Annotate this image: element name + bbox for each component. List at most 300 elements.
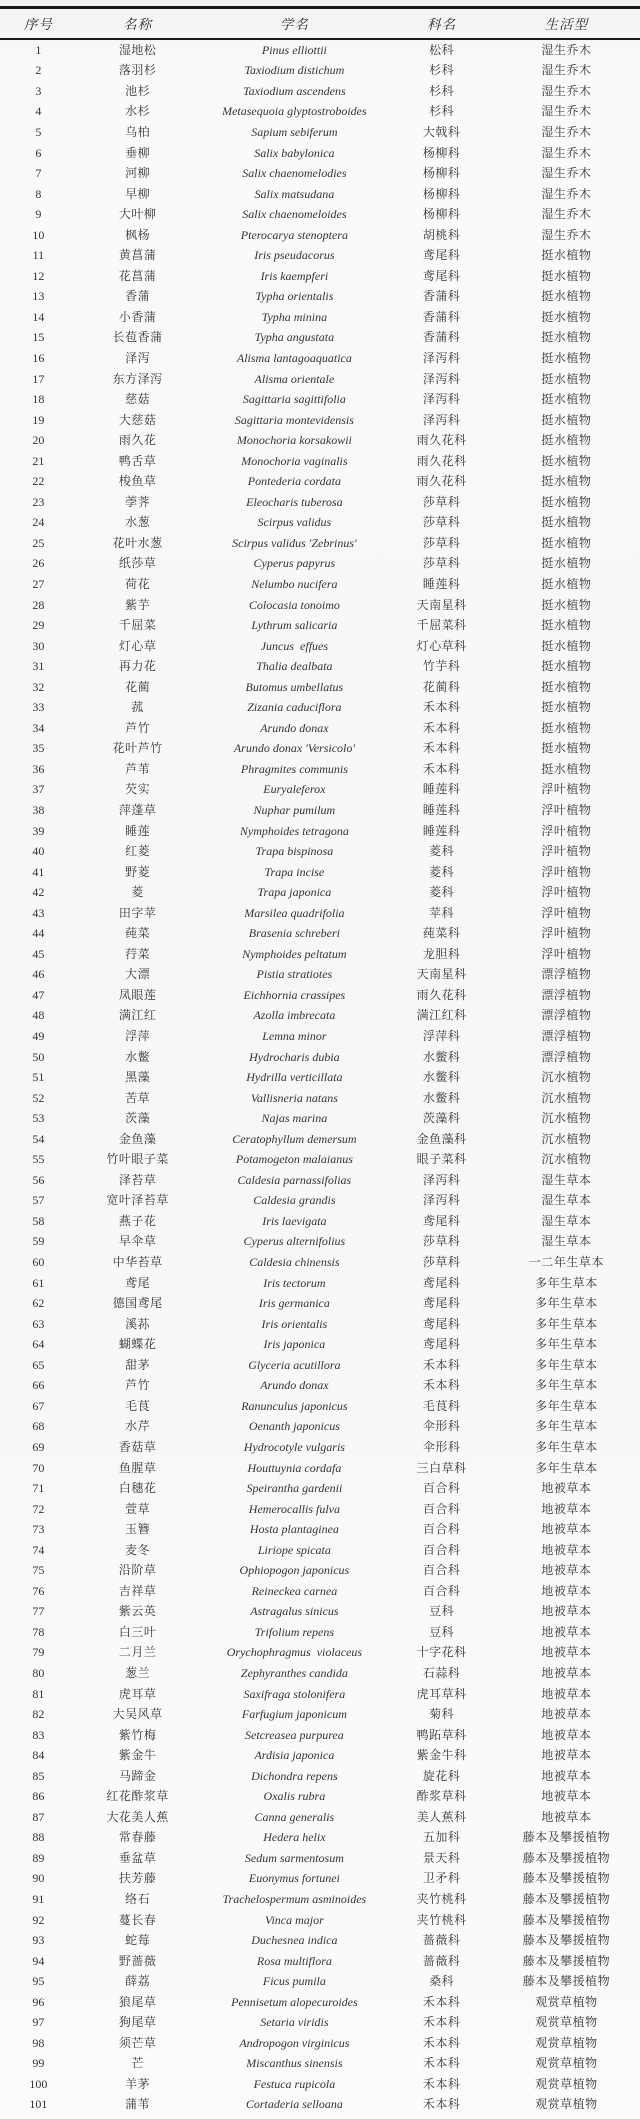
cell-scientific-name: Trachelospermum asminoides xyxy=(222,1891,367,1906)
cell-name: 河柳 xyxy=(125,166,151,181)
cell-name: 蝴蝶花 xyxy=(118,1337,157,1352)
table-row xyxy=(0,964,640,985)
cell-life-form: 湿生乔木 xyxy=(541,207,592,222)
cell-index: 68 xyxy=(32,1419,45,1434)
cell-life-form: 挺水植物 xyxy=(541,309,592,324)
cell-index: 96 xyxy=(32,1994,45,2009)
table-row xyxy=(0,1272,640,1293)
cell-family: 雨久花科 xyxy=(416,987,467,1002)
cell-scientific-name: Iris japonica xyxy=(263,1337,326,1352)
cell-family: 虎耳草科 xyxy=(416,1686,467,1701)
table-row xyxy=(0,327,640,348)
cell-name: 萱草 xyxy=(125,1501,151,1516)
cell-name: 慈菇 xyxy=(125,392,151,407)
cell-life-form: 湿生乔木 xyxy=(541,42,592,57)
cell-family: 酢浆草科 xyxy=(416,1789,467,1804)
cell-name: 东方泽泻 xyxy=(112,371,163,386)
cell-index: 29 xyxy=(32,618,45,633)
cell-scientific-name: Hydrocharis dubia xyxy=(249,1049,340,1064)
cell-name: 花叶芦竹 xyxy=(112,741,163,756)
cell-life-form: 藤本及攀援植物 xyxy=(522,1933,611,1948)
table-row xyxy=(0,224,640,245)
cell-family: 石蒜科 xyxy=(422,1665,461,1680)
cell-index: 20 xyxy=(32,433,45,448)
table-row xyxy=(0,142,640,163)
cell-family: 香蒲科 xyxy=(422,289,461,304)
cell-life-form: 湿生乔木 xyxy=(541,166,592,181)
cell-family: 鸢尾科 xyxy=(422,1296,461,1311)
cell-scientific-name: Sedum sarmentosum xyxy=(244,1850,344,1865)
cell-family: 禾本科 xyxy=(422,2035,461,2050)
cell-index: 1 xyxy=(35,42,42,57)
table-row xyxy=(0,1313,640,1334)
cell-life-form: 沉水植物 xyxy=(541,1152,592,1167)
cell-name: 芒 xyxy=(131,2056,144,2071)
table-row xyxy=(0,60,640,81)
table-row xyxy=(0,1252,640,1273)
cell-life-form: 浮叶植物 xyxy=(541,926,592,941)
cell-index: 34 xyxy=(32,720,45,735)
cell-scientific-name: Trapa bispinosa xyxy=(255,844,334,859)
table-row xyxy=(0,307,640,328)
table-row xyxy=(0,985,640,1006)
cell-scientific-name: Taxiodium ascendens xyxy=(243,83,346,98)
cell-name: 池杉 xyxy=(125,83,151,98)
cell-index: 2 xyxy=(35,63,42,78)
cell-name: 红花酢浆草 xyxy=(106,1789,169,1804)
cell-scientific-name: Salix chaenomelodies xyxy=(242,166,347,181)
table-row xyxy=(0,635,640,656)
header-index: 序号 xyxy=(23,17,53,33)
cell-index: 42 xyxy=(32,885,45,900)
cell-family: 泽泻科 xyxy=(422,1193,461,1208)
cell-scientific-name: Nuphar pumilum xyxy=(253,803,336,817)
cell-name: 梭鱼草 xyxy=(118,474,157,489)
table-row xyxy=(0,1971,640,1992)
cell-index: 10 xyxy=(32,227,45,242)
table-row xyxy=(0,1663,640,1684)
cell-family: 三白草科 xyxy=(416,1460,467,1475)
cell-name: 大吴风草 xyxy=(112,1707,163,1722)
cell-scientific-name: Liriope spicata xyxy=(257,1542,331,1557)
cell-name: 荸荠 xyxy=(125,494,151,509)
cell-index: 95 xyxy=(32,1974,45,1989)
cell-index: 53 xyxy=(32,1111,45,1126)
cell-life-form: 湿生草本 xyxy=(541,1234,592,1249)
table-row xyxy=(0,1293,640,1314)
cell-family: 雨久花科 xyxy=(416,453,467,468)
cell-family: 百合科 xyxy=(422,1481,461,1496)
cell-family: 夹竹桃科 xyxy=(416,1891,467,1906)
cell-name: 络石 xyxy=(125,1891,151,1906)
cell-index: 84 xyxy=(32,1748,45,1763)
cell-name: 长苞香蒲 xyxy=(112,330,163,345)
cell-scientific-name: Iris pseudacorus xyxy=(254,248,335,263)
header-life: 生活型 xyxy=(544,17,589,33)
cell-index: 62 xyxy=(32,1296,45,1311)
cell-name: 扶芳藤 xyxy=(118,1871,157,1886)
cell-scientific-name: Reineckea carnea xyxy=(251,1583,338,1598)
cell-name: 早柳 xyxy=(125,186,151,201)
cell-index: 100 xyxy=(29,2076,48,2091)
cell-name: 宽叶泽苔草 xyxy=(106,1193,169,1208)
cell-life-form: 沉水植物 xyxy=(541,1131,592,1146)
cell-scientific-name: Hemerocallis fulva xyxy=(248,1501,340,1516)
cell-scientific-name: Phragmites communis xyxy=(240,761,348,776)
cell-life-form: 浮叶植物 xyxy=(541,782,592,797)
cell-scientific-name: Butomus umbellatus xyxy=(245,679,344,694)
cell-scientific-name: Scirpus validus xyxy=(257,515,332,530)
cell-family: 杉科 xyxy=(429,104,455,119)
cell-family: 菱科 xyxy=(429,885,455,900)
cell-name: 睡莲 xyxy=(125,823,151,838)
cell-family: 桑科 xyxy=(429,1974,455,1989)
cell-scientific-name: Sagittaria sagittifolia xyxy=(242,392,346,407)
cell-name: 满江红 xyxy=(118,1008,157,1023)
table-row xyxy=(0,39,640,61)
cell-index: 59 xyxy=(32,1234,45,1249)
cell-family: 眼子菜科 xyxy=(416,1152,467,1167)
cell-name: 甜茅 xyxy=(125,1357,151,1372)
cell-index: 55 xyxy=(32,1152,45,1167)
table-row xyxy=(0,697,640,718)
cell-scientific-name: Potamogeton malaianus xyxy=(235,1152,353,1167)
cell-index: 39 xyxy=(32,823,45,838)
cell-index: 16 xyxy=(32,350,45,365)
cell-scientific-name: Miscanthus sinensis xyxy=(246,2056,343,2071)
cell-scientific-name: Setcreasea purpurea xyxy=(245,1727,344,1742)
cell-scientific-name: Caldesia chinensis xyxy=(249,1255,340,1270)
cell-index: 82 xyxy=(32,1707,45,1722)
cell-scientific-name: Saxifraga stolonifera xyxy=(243,1686,346,1701)
cell-name: 蛇莓 xyxy=(125,1933,151,1948)
cell-family: 蔷薇科 xyxy=(422,1933,461,1948)
cell-name: 竹叶眼子菜 xyxy=(106,1152,169,1167)
cell-life-form: 挺水植物 xyxy=(541,556,592,571)
cell-life-form: 地被草本 xyxy=(541,1624,592,1639)
cell-index: 72 xyxy=(32,1501,45,1516)
cell-life-form: 观赏草植物 xyxy=(535,2035,598,2050)
cell-index: 57 xyxy=(32,1193,45,1208)
cell-family: 百合科 xyxy=(422,1542,461,1557)
cell-index: 15 xyxy=(32,330,45,345)
cell-index: 32 xyxy=(32,679,45,694)
cell-family: 毛茛科 xyxy=(422,1398,461,1413)
cell-life-form: 地被草本 xyxy=(541,1481,592,1496)
table-row xyxy=(0,389,640,410)
cell-scientific-name: Typha orientalis xyxy=(255,289,334,304)
cell-family: 禾本科 xyxy=(422,700,461,715)
cell-life-form: 沉水植物 xyxy=(541,1111,592,1126)
cell-life-form: 地被草本 xyxy=(541,1583,592,1598)
cell-index: 75 xyxy=(32,1563,45,1578)
cell-scientific-name: Oxalis rubra xyxy=(263,1789,326,1804)
cell-scientific-name: Scirpus validus 'Zebrinus' xyxy=(232,535,357,550)
table-row xyxy=(0,348,640,369)
cell-index: 19 xyxy=(32,412,45,427)
cell-life-form: 多年生草本 xyxy=(535,1296,598,1311)
cell-name: 凤眼莲 xyxy=(118,987,157,1002)
cell-life-form: 藤本及攀援植物 xyxy=(522,1912,611,1927)
cell-index: 50 xyxy=(32,1049,45,1064)
table-row xyxy=(0,718,640,739)
cell-index: 87 xyxy=(32,1809,45,1824)
cell-family: 禾本科 xyxy=(422,1357,461,1372)
cell-name: 白穗花 xyxy=(118,1481,157,1496)
table-row xyxy=(0,183,640,204)
cell-name: 常春藤 xyxy=(118,1830,157,1845)
cell-index: 49 xyxy=(32,1029,45,1044)
cell-index: 33 xyxy=(32,700,45,715)
cell-scientific-name: Iris germanica xyxy=(258,1296,330,1311)
cell-family: 杉科 xyxy=(429,63,455,78)
cell-family: 水鳖科 xyxy=(422,1049,461,1064)
cell-family: 泽泻科 xyxy=(422,392,461,407)
cell-family: 鸢尾科 xyxy=(422,248,461,263)
cell-life-form: 观赏草植物 xyxy=(535,2097,598,2112)
table-row xyxy=(0,861,640,882)
table-row xyxy=(0,286,640,307)
cell-family: 莎草科 xyxy=(422,1255,461,1270)
cell-life-form: 浮叶植物 xyxy=(541,803,592,817)
cell-family: 鸢尾科 xyxy=(422,1275,461,1290)
cell-life-form: 藤本及攀援植物 xyxy=(522,1871,611,1886)
table-body xyxy=(0,39,640,2115)
cell-index: 30 xyxy=(32,638,45,653)
cell-family: 五加科 xyxy=(422,1830,461,1845)
cell-life-form: 观赏草植物 xyxy=(535,2056,598,2071)
header-family: 科名 xyxy=(427,17,457,33)
cell-family: 杉科 xyxy=(429,83,455,98)
cell-scientific-name: Ranunculus japonicus xyxy=(241,1398,348,1413)
cell-family: 菱科 xyxy=(429,844,455,859)
cell-life-form: 一二年生草本 xyxy=(528,1255,604,1270)
cell-index: 3 xyxy=(35,83,42,98)
table-row xyxy=(0,1745,640,1766)
cell-scientific-name: Eleocharis tuberosa xyxy=(246,494,343,509)
cell-scientific-name: Thalia dealbata xyxy=(256,659,333,674)
cell-scientific-name: Arundo donax 'Versicolo' xyxy=(233,741,355,756)
cell-life-form: 地被草本 xyxy=(541,1645,592,1660)
header-name: 名称 xyxy=(123,17,153,33)
cell-index: 23 xyxy=(32,494,45,509)
cell-name: 浮萍 xyxy=(125,1029,151,1044)
table-row xyxy=(0,1334,640,1355)
cell-family: 松科 xyxy=(429,42,455,57)
cell-life-form: 多年生草本 xyxy=(535,1337,598,1352)
cell-index: 77 xyxy=(32,1604,45,1619)
cell-family: 夹竹桃科 xyxy=(416,1912,467,1927)
cell-life-form: 挺水植物 xyxy=(541,761,592,776)
cell-scientific-name: Marsilea quadrifolia xyxy=(244,905,345,920)
cell-name: 灯心草 xyxy=(118,638,157,653)
cell-index: 70 xyxy=(32,1460,45,1475)
cell-name: 香菇草 xyxy=(118,1439,157,1454)
cell-index: 79 xyxy=(32,1645,45,1660)
cell-life-form: 挺水植物 xyxy=(541,638,592,653)
cell-scientific-name: Farfugium japonicum xyxy=(241,1707,347,1722)
cell-life-form: 湿生乔木 xyxy=(541,186,592,201)
cell-life-form: 挺水植物 xyxy=(541,371,592,386)
cell-family: 莼菜科 xyxy=(422,926,461,941)
table-row xyxy=(0,1704,640,1725)
cell-scientific-name: Oenanth japonicus xyxy=(248,1419,340,1434)
cell-index: 92 xyxy=(32,1912,45,1927)
cell-family: 睡莲科 xyxy=(422,576,461,591)
cell-name: 葱兰 xyxy=(125,1665,151,1680)
cell-life-form: 多年生草本 xyxy=(535,1419,598,1434)
table-row xyxy=(0,1683,640,1704)
cell-index: 61 xyxy=(32,1275,45,1290)
cell-index: 76 xyxy=(32,1583,45,1598)
cell-life-form: 地被草本 xyxy=(541,1727,592,1742)
cell-index: 24 xyxy=(32,515,45,530)
table-row xyxy=(0,594,640,615)
cell-family: 睡莲科 xyxy=(422,782,461,797)
table-row xyxy=(0,553,640,574)
cell-family: 莎草科 xyxy=(422,535,461,550)
cell-name: 沿阶草 xyxy=(118,1563,157,1578)
cell-scientific-name: Salix chaenomeloides xyxy=(242,207,347,222)
cell-scientific-name: Najas marina xyxy=(261,1111,328,1126)
cell-index: 54 xyxy=(32,1131,45,1146)
cell-index: 101 xyxy=(29,2097,48,2112)
cell-name: 芦苇 xyxy=(125,761,151,776)
cell-life-form: 浮叶植物 xyxy=(541,946,592,961)
cell-name: 萍蓬草 xyxy=(118,803,157,817)
cell-index: 38 xyxy=(32,803,45,817)
cell-life-form: 挺水植物 xyxy=(541,494,592,509)
cell-life-form: 地被草本 xyxy=(541,1768,592,1783)
cell-name: 须芒草 xyxy=(118,2035,157,2050)
cell-name: 鸢尾 xyxy=(125,1275,151,1290)
cell-name: 枫杨 xyxy=(125,227,151,242)
cell-name: 湿地松 xyxy=(118,42,157,57)
cell-index: 18 xyxy=(32,392,45,407)
cell-life-form: 湿生乔木 xyxy=(541,145,592,160)
table-row xyxy=(0,1991,640,2012)
cell-scientific-name: Glyceria acutillora xyxy=(248,1357,341,1372)
cell-family: 雨久花科 xyxy=(416,433,467,448)
table-row xyxy=(0,1601,640,1622)
cell-scientific-name: Typha angustata xyxy=(254,330,335,345)
table-row xyxy=(0,1375,640,1396)
cell-life-form: 挺水植物 xyxy=(541,453,592,468)
cell-name: 千屈菜 xyxy=(118,618,157,633)
cell-family: 禾本科 xyxy=(422,2097,461,2112)
cell-life-form: 藤本及攀援植物 xyxy=(522,1891,611,1906)
table-row xyxy=(0,1046,640,1067)
cell-life-form: 挺水植物 xyxy=(541,700,592,715)
cell-scientific-name: Ardisia japonica xyxy=(254,1748,335,1763)
table-row xyxy=(0,1786,640,1807)
cell-name: 鱼腥草 xyxy=(118,1460,157,1475)
cell-name: 菱 xyxy=(131,885,144,900)
cell-life-form: 湿生乔木 xyxy=(541,227,592,242)
cell-scientific-name: Eichhornia crassipes xyxy=(243,987,346,1002)
cell-family: 杨柳科 xyxy=(422,186,461,201)
cell-index: 46 xyxy=(32,967,45,982)
table-row xyxy=(0,1642,640,1663)
cell-name: 菰 xyxy=(131,700,144,715)
cell-scientific-name: Alisma orientale xyxy=(254,371,335,386)
cell-family: 禾本科 xyxy=(422,720,461,735)
table-row xyxy=(0,1807,640,1828)
table-row xyxy=(0,1437,640,1458)
cell-name: 香蒲 xyxy=(125,289,151,304)
cell-life-form: 浮叶植物 xyxy=(541,905,592,920)
cell-life-form: 多年生草本 xyxy=(535,1378,598,1393)
cell-family: 卫矛科 xyxy=(422,1871,461,1886)
table-row xyxy=(0,1108,640,1129)
cell-index: 56 xyxy=(32,1172,45,1187)
cell-index: 7 xyxy=(35,166,42,181)
cell-family: 莎草科 xyxy=(422,1234,461,1249)
cell-life-form: 挺水植物 xyxy=(541,597,592,612)
cell-family: 百合科 xyxy=(422,1563,461,1578)
cell-index: 51 xyxy=(32,1070,45,1085)
table-row xyxy=(0,1519,640,1540)
table-row xyxy=(0,1560,640,1581)
cell-life-form: 挺水植物 xyxy=(541,433,592,448)
table-row xyxy=(0,1950,640,1971)
cell-life-form: 挺水植物 xyxy=(541,618,592,633)
cell-index: 14 xyxy=(32,309,45,324)
cell-scientific-name: Sapium sebiferum xyxy=(251,124,338,139)
cell-scientific-name: Azolla imbrecata xyxy=(253,1008,336,1023)
cell-scientific-name: Monochoria vaginalis xyxy=(241,453,348,468)
table-row xyxy=(0,1930,640,1951)
table-row xyxy=(0,1190,640,1211)
table-row xyxy=(0,2053,640,2074)
cell-life-form: 地被草本 xyxy=(541,1686,592,1701)
cell-index: 97 xyxy=(32,2015,45,2030)
cell-scientific-name: Alisma lantagoaquatica xyxy=(236,350,352,365)
cell-family: 千屈菜科 xyxy=(416,618,467,633)
cell-index: 89 xyxy=(32,1850,45,1865)
cell-family: 鸢尾科 xyxy=(422,1337,461,1352)
cell-scientific-name: Duchesnea indica xyxy=(251,1933,338,1948)
cell-name: 黄菖蒲 xyxy=(118,248,157,263)
cell-name: 水鳖 xyxy=(125,1049,151,1064)
cell-family: 泽泻科 xyxy=(422,1172,461,1187)
cell-family: 禾本科 xyxy=(422,741,461,756)
cell-life-form: 多年生草本 xyxy=(535,1398,598,1413)
cell-index: 66 xyxy=(32,1378,45,1393)
cell-scientific-name: Hydrocotyle vulgaris xyxy=(243,1439,345,1454)
table-row xyxy=(0,2012,640,2033)
cell-life-form: 湿生乔木 xyxy=(541,83,592,98)
cell-name: 大花美人蕉 xyxy=(106,1809,169,1824)
cell-life-form: 挺水植物 xyxy=(541,330,592,345)
table-row xyxy=(0,1026,640,1047)
cell-scientific-name: Lythrum salicaria xyxy=(251,618,338,633)
cell-family: 香蒲科 xyxy=(422,330,461,345)
cell-index: 83 xyxy=(32,1727,45,1742)
cell-scientific-name: Typha minina xyxy=(261,309,328,324)
cell-scientific-name: Juncus effues xyxy=(260,638,329,653)
cell-index: 44 xyxy=(32,926,45,941)
cell-life-form: 地被草本 xyxy=(541,1542,592,1557)
cell-scientific-name: Pontederia cordata xyxy=(247,474,341,489)
cell-life-form: 湿生草本 xyxy=(541,1213,592,1228)
cell-scientific-name: Cyperus alternifolius xyxy=(243,1234,346,1249)
table-row xyxy=(0,1848,640,1869)
cell-index: 6 xyxy=(35,145,42,160)
cell-index: 17 xyxy=(32,371,45,386)
cell-name: 鸭舌草 xyxy=(118,453,157,468)
table-row xyxy=(0,841,640,862)
